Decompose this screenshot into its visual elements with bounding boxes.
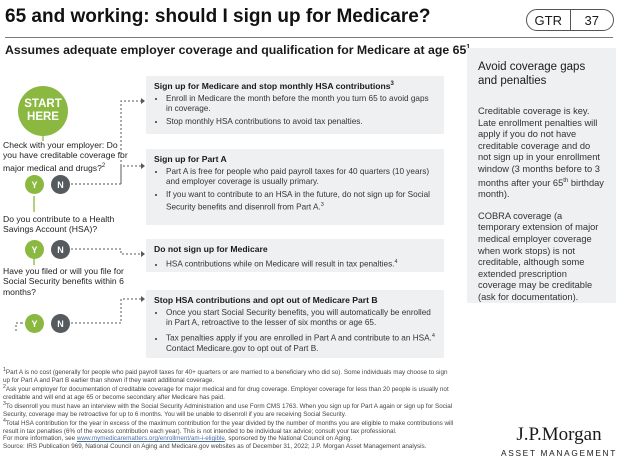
question-hsa: Do you contribute to a Health Savings Account (HSA)?	[3, 214, 115, 235]
outcome-bullet: • Tax penalties apply if you are enrolled in Part A and contribute to an HSA.$^4$ Contact Medicare.gov to opt out of Part B.	[166, 331, 436, 354]
subtitle: Assumes adequate employer coverage and qualification for Medicare at age 65	[5, 43, 467, 57]
badge-page-number: 37	[584, 12, 599, 28]
question-creditable-coverage: Check with your employer: Do you have creditable coverage for major medical and drugs?$^2$	[3, 140, 128, 173]
start-here-node: START HERE	[18, 86, 68, 136]
outcome-heading: Sign up for Part A	[154, 154, 227, 164]
arrow-box-1	[141, 98, 145, 104]
no-node-2: N	[51, 240, 70, 259]
footnote-3: $^3$To disenroll you must have an interview with the Social Security Administration and use Form CMS 1763. When you sign up for Part A again or sign up for Social Security, coverage may be retroactive for up to 6 months. You will be unable to disenroll if you are receiving Social Security.	[3, 401, 453, 418]
sidebar-cobra-paragraph: COBRA coverage (a temporary extension of major medical employer coverage when work stops) is not creditable, although some extended prescription coverage may be creditable (ask for documentation).	[478, 210, 599, 302]
outcome-sign-up-medicare	[146, 76, 444, 134]
arrow-box-2	[141, 163, 145, 169]
outcome-bullet: • Part A is free for people who paid payroll taxes for 40 quarters (10 years) and employer coverage is usually primary.	[166, 167, 436, 187]
logo-subtitle: ASSET MANAGEMENT	[500, 448, 618, 458]
footnote-2: $^2$Ask your employer for documentation of creditable coverage for major medical and for drug coverage. Employer coverage for less than 20 people is usually not creditable and will end at age 65 or become secondary after Medicare has paid.	[3, 384, 449, 401]
footnote-1: $^1$Part A is no cost (generally for people who paid payroll taxes for 40+ quarters or are married to a beneficiary who did so). Some individuals may choose to sign up for Part A and Part B earlier than shown if they want additional coverage.	[3, 367, 448, 384]
connector-no-3	[71, 299, 141, 323]
outcome-bullet: • Enroll in Medicare the month before the month you turn 65 to avoid gaps in coverage.	[166, 94, 436, 114]
medicare-matters-link[interactable]: www.mymedicarematters.org/enrollment/am-i-eligible	[76, 435, 225, 443]
sidebar-coverage-gaps	[467, 48, 616, 303]
footnotes	[3, 367, 455, 450]
yes-node-2: Y	[25, 240, 44, 259]
outcome-stop-hsa-opt-out-part-b	[146, 290, 444, 358]
footnote-source: Source: IRS Publication 969, National Council on Aging and Medicare.gov websites as of December 31, 2022; J.P. Morgan Asset Management analysis.	[3, 442, 427, 450]
connector-yes-3b	[16, 323, 22, 332]
yes-node-3: Y	[25, 314, 44, 333]
outcome-heading: Do not sign up for Medicare	[154, 244, 268, 254]
question-social-security: Have you filed or will you file for Social Security benefits within 6 months?	[3, 266, 124, 297]
footnote-4: $^4$Total HSA contribution for the year in excess of the maximum contribution for the year divided by the number of months you are eligible to make contributions will result in tax penalties (6% of the excess contribution each year). This is not intended to be individual tax advice; consult your tax professional.	[3, 418, 454, 435]
outcome-bullet: • Once you start Social Security benefits, you will automatically be enrolled in Part A, retroactive to the lesser of six months or age 65.	[166, 308, 436, 328]
footnote-more-info: For more information, see www.mymedicarematters.org/enrollment/am-i-eligible, sponsored by the National Council on Aging.	[3, 435, 353, 443]
logo-brand: J.P.Morgan	[516, 424, 602, 445]
outcome-heading: Sign up for Medicare and stop monthly HSA contributions$^3$	[154, 81, 394, 91]
page-title: 65 and working: should I sign up for Medicare?	[5, 6, 431, 27]
outcome-heading: Stop HSA contributions and opt out of Medicare Part B	[154, 295, 378, 305]
badge-label: GTR	[534, 12, 562, 28]
sidebar-creditable-paragraph: Creditable coverage is key. Late enrollment penalties will apply if you do not have creditable coverage and do not sign up in your enrollment window (3 months before to 3 months after your 65th birthday month).	[478, 106, 604, 200]
outcome-bullet: • Stop monthly HSA contributions to avoid tax penalties.	[166, 117, 436, 127]
jpmorgan-logo	[500, 424, 618, 458]
outcome-bullet: • If you want to contribute to an HSA in the future, do not sign up for Social Security benefits and disenroll from Part A.$^3$	[166, 190, 436, 213]
no-node-3: N	[51, 314, 70, 333]
outcome-bullet: • HSA contributions while on Medicare will result in tax penalties.$^4$	[166, 257, 436, 270]
no-node-1: N	[51, 175, 70, 194]
outcome-sign-up-part-a	[146, 149, 444, 225]
yes-node-1: Y	[25, 175, 44, 194]
outcome-do-not-sign-up	[146, 239, 444, 272]
arrow-box-3	[141, 251, 145, 257]
connector-no-2	[71, 249, 141, 254]
sidebar-heading: Avoid coverage gaps and penalties	[478, 61, 586, 87]
arrow-box-4	[141, 296, 145, 302]
